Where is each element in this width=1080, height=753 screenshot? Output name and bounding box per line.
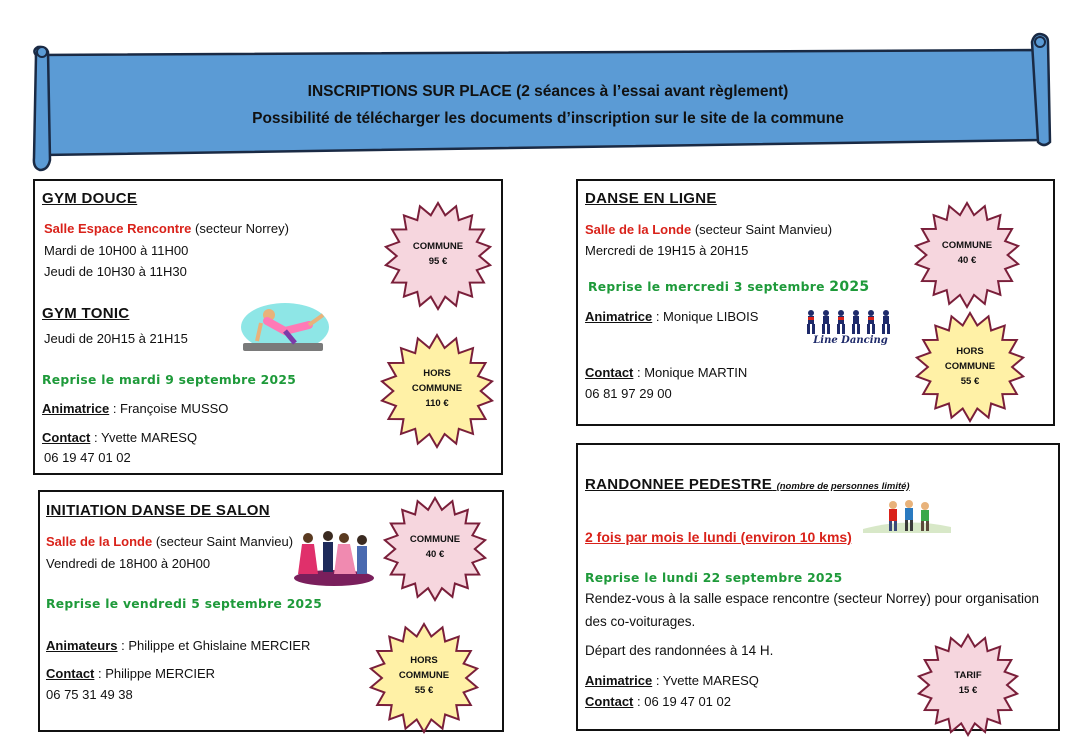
gym-commune-label: COMMUNE — [412, 241, 464, 252]
gym-resume-date: Reprise le mardi 9 septembre 2025 — [42, 373, 297, 387]
salon-venue: Salle de la Londe — [46, 534, 153, 549]
salon-animateurs: : Philippe et Ghislaine MERCIER — [117, 638, 311, 653]
rando-meeting-1: Rendez-vous à la salle espace rencontre (secteur Norrey) pour organisation — [585, 591, 1039, 606]
salon-contact-label: Contact — [46, 666, 95, 681]
ligne-resume-date: Reprise le mercredi 3 septembre — [588, 280, 830, 294]
gym-venue: Salle Espace Rencontre — [44, 221, 192, 236]
salon-contact: : Philippe MERCIER — [94, 666, 216, 681]
ligne-hors-label-2: COMMUNE — [944, 361, 996, 372]
header-banner — [28, 30, 1058, 175]
rando-animatrice-label: Animatrice — [585, 673, 653, 688]
gym-phone: 06 19 47 01 02 — [44, 450, 131, 465]
ligne-phone: 06 81 97 29 00 — [585, 386, 672, 401]
salon-hors-price: 55 € — [414, 685, 434, 696]
rando-departure: Départ des randonnées à 14 H. — [585, 643, 774, 658]
salon-slot: Vendredi de 18H00 à 20H00 — [46, 556, 211, 571]
ligne-title: DANSE EN LIGNE — [585, 190, 717, 207]
ligne-animatrice-line — [585, 309, 758, 324]
gym-contact-label: Contact — [42, 430, 91, 445]
salon-title: INITIATION DANSE DE SALON — [46, 502, 270, 519]
gym-price-hors-badge — [379, 333, 495, 449]
salon-hors-label-1: HORS — [410, 655, 438, 666]
ligne-sector: (secteur Saint Manvieu) — [691, 222, 833, 237]
line-dancing-logo — [803, 309, 898, 349]
ligne-resume-year: 2025 — [829, 279, 870, 295]
hikers-illustration — [863, 499, 951, 533]
gym-sector: (secteur Norrey) — [191, 221, 289, 236]
gym-tonic-title: GYM TONIC — [42, 305, 130, 322]
gym-exercise-illustration — [237, 297, 332, 357]
salon-price-commune-badge — [382, 496, 488, 602]
salon-venue-line — [46, 534, 293, 549]
gym-contact: : Yvette MARESQ — [90, 430, 198, 445]
gym-hors-label-1: HORS — [423, 368, 451, 379]
salon-sector: (secteur Saint Manvieu) — [152, 534, 294, 549]
rando-tarif-price: 15 € — [958, 685, 978, 696]
banner-line-2: Possibilité de télécharger les documents d’inscription sur le site de la commune — [252, 110, 844, 127]
dancers-illustration — [292, 528, 374, 586]
banner-line-1: INSCRIPTIONS SUR PLACE (2 séances à l’essai avant règlement) — [307, 83, 789, 100]
salon-section — [38, 490, 504, 732]
gym-douce-title: GYM DOUCE — [42, 190, 138, 207]
rando-frequency: 2 fois par mois le lundi (environ 10 kms) — [585, 529, 852, 545]
gym-venue-line — [44, 221, 289, 236]
rando-title-line — [585, 476, 910, 493]
gym-hors-label-2: COMMUNE — [411, 383, 463, 394]
rando-section — [576, 443, 1060, 731]
rando-note: (nombre de personnes limité) — [776, 481, 910, 492]
gym-tonic-slot: Jeudi de 20H15 à 21H15 — [44, 331, 188, 346]
salon-contact-line — [46, 666, 215, 681]
gym-slot-2: Jeudi de 10H30 à 11H30 — [44, 264, 187, 279]
rando-contact-line — [585, 694, 731, 709]
gym-contact-line — [42, 430, 197, 445]
rando-contact-label: Contact — [585, 694, 634, 709]
ligne-animatrice: : Monique LIBOIS — [652, 309, 759, 324]
salon-phone: 06 75 31 49 38 — [46, 687, 133, 702]
ligne-hors-price: 55 € — [960, 376, 980, 387]
rando-contact: : 06 19 47 01 02 — [633, 694, 731, 709]
gym-animatrice: : Françoise MUSSO — [109, 401, 229, 416]
gym-animatrice-line — [42, 401, 228, 416]
rando-animatrice: : Yvette MARESQ — [652, 673, 759, 688]
ligne-contact: : Monique MARTIN — [633, 365, 748, 380]
ligne-slot: Mercredi de 19H15 à 20H15 — [585, 243, 749, 258]
salon-animateurs-label: Animateurs — [46, 638, 118, 653]
salon-resume-date: Reprise le vendredi 5 septembre 2025 — [46, 597, 323, 611]
ligne-commune-price: 40 € — [957, 255, 977, 266]
ligne-venue-line — [585, 222, 832, 237]
gym-slot-1: Mardi de 10H00 à 11H00 — [44, 243, 189, 258]
ligne-price-commune-badge — [913, 201, 1021, 309]
line-dancing-text: Line Dancing — [813, 335, 888, 346]
ligne-hors-label-1: HORS — [956, 346, 984, 357]
salon-commune-label: COMMUNE — [409, 534, 461, 545]
gym-commune-price: 95 € — [428, 256, 448, 267]
ligne-venue: Salle de la Londe — [585, 222, 692, 237]
gym-price-commune-badge — [383, 201, 493, 311]
rando-price-badge — [916, 633, 1020, 737]
ligne-price-hors-badge — [914, 311, 1026, 423]
gym-hors-price: 110 € — [425, 398, 449, 409]
rando-resume-date: Reprise le lundi 22 septembre 2025 — [585, 571, 843, 585]
ligne-commune-label: COMMUNE — [941, 240, 993, 251]
rando-meeting-2: des co-voiturages. — [585, 614, 696, 629]
gym-animatrice-label: Animatrice — [42, 401, 110, 416]
salon-hors-label-2: COMMUNE — [398, 670, 450, 681]
ligne-section — [576, 179, 1055, 426]
rando-tarif-label: TARIF — [954, 670, 982, 681]
ligne-contact-line — [585, 365, 747, 380]
gym-section — [33, 179, 503, 475]
salon-animateurs-line — [46, 638, 310, 653]
ligne-animatrice-label: Animatrice — [585, 309, 653, 324]
salon-commune-price: 40 € — [425, 549, 445, 560]
salon-price-hors-badge — [368, 622, 480, 734]
rando-title: RANDONNEE PEDESTRE — [585, 476, 773, 493]
ligne-resume-line — [588, 279, 869, 295]
ligne-contact-label: Contact — [585, 365, 634, 380]
rando-animatrice-line — [585, 673, 759, 688]
